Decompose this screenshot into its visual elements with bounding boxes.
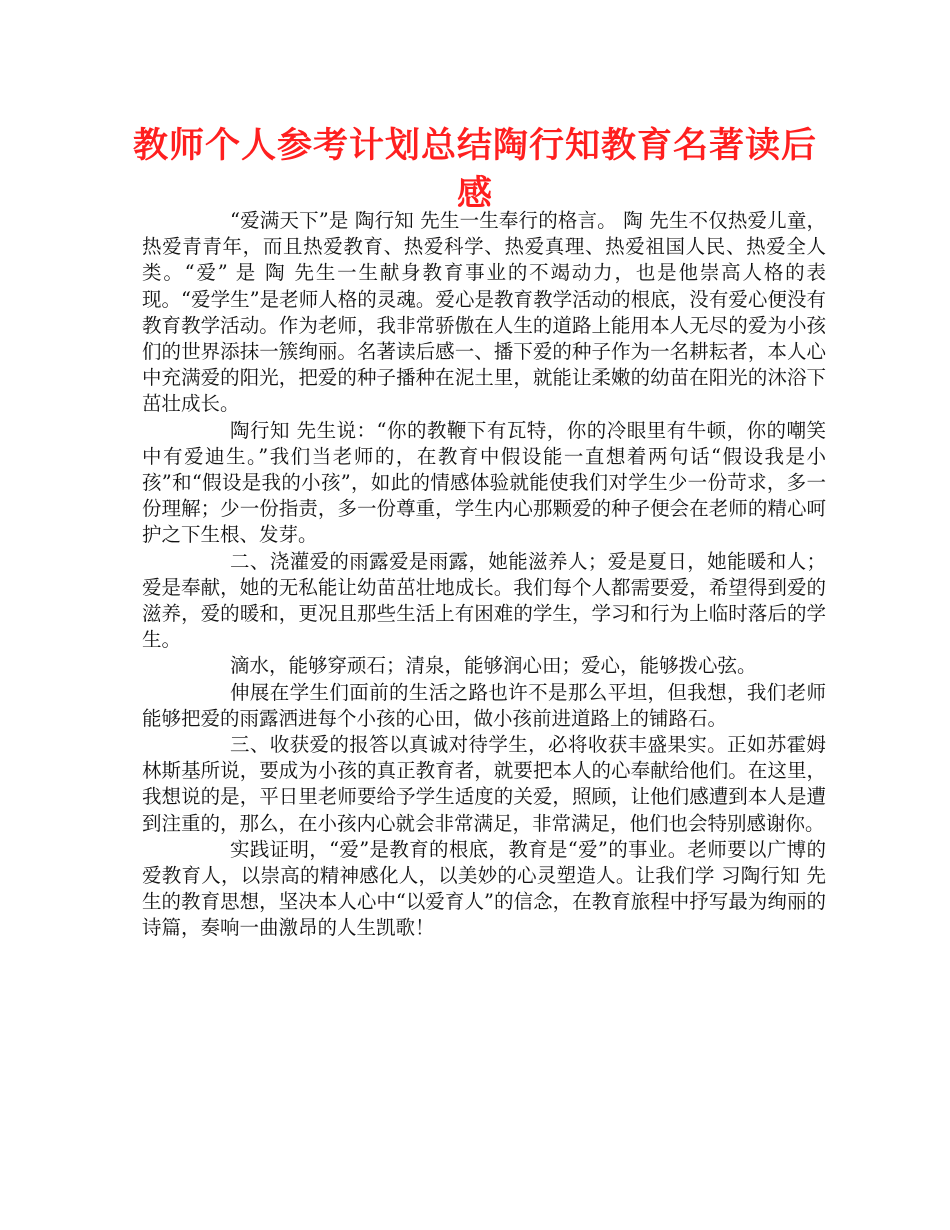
document-title: 教师个人参考计划总结陶行知教育名著读后感 bbox=[132, 126, 817, 214]
paragraph-6: 三、收获爱的报答以真诚对待学生，必将收获丰盛果实。正如苏霍姆林斯基所说，要成为小孩的真正教育者，就要把本人的心奉献给他们。在这里，我想说的是，平日里老师要给予学生适度的关爱，照顾，让他们感遭到本人是遭到注重的，那么，在小孩内心就会非常满足，非常满足，他们也会特别感谢你。 bbox=[142, 733, 826, 835]
paragraph-3: 二、浇灌爱的雨露爱是雨露，她能滋养人；爱是夏日，她能暖和人；爱是奉献，她的无私能让幼苗茁壮地成长。我们每个人都需要爱，希望得到爱的滋养，爱的暖和，更况且那些生活上有困难的学生，学习和行为上临时落后的学生。 bbox=[142, 549, 826, 652]
paragraph-7: 实践证明，“爱”是教育的根底，教育是“爱”的事业。老师要以广博的爱教育人，以崇高的精神感化人，以美妙的心灵塑造人。让我们学 习陶行知 先生的教育思想，坚决本人心中“以爱育人”的信念，在教育旅程中抒写最为绚丽的诗篇，奏响一曲激昂的人生凯歌！ bbox=[142, 837, 826, 940]
paragraph-5: 伸展在学生们面前的生活之路也许不是那么平坦，但我想，我们老师能够把爱的雨露洒进每个小孩的心田，做小孩前进道路上的铺路石。 bbox=[142, 680, 826, 730]
paragraph-2: 陶行知 先生说：“你的教鞭下有瓦特，你的冷眼里有牛顿，你的嘲笑中有爱迪生。”我们当老师的，在教育中假设能一直想着两句话“假设我是小孩”和“假设是我的小孩”，如此的情感体验就能使我们对学生少一份苛求，多一份理解；少一份指责，多一份尊重，学生内心那颗爱的种子便会在老师的精心呵护之下生根、发芽。 bbox=[142, 418, 826, 547]
document-body bbox=[142, 208, 826, 942]
paragraph-4: 滴水，能够穿顽石；清泉，能够润心田；爱心，能够拨心弦。 bbox=[230, 654, 757, 678]
paragraph-1: “爱满天下”是 陶行知 先生一生奉行的格言。 陶 先生不仅热爱儿童，热爱青青年，而且热爱教育、热爱科学、热爱真理、热爱祖国人民、热爱全人类。“爱” 是 陶 先生一生献身教育事业的不竭动力，也是他崇高人格的表现。“爱学生”是老师人格的灵魂。爱心是教育教学活动的根底，没有爱心便没有教育教学活动。作为老师，我非常骄傲在人生的道路上能用本人无尽的爱为小孩们的世界添抹一簇绚丽。名著读后感一、播下爱的种子作为一名耕耘者，本人心中充满爱的阳光，把爱的种子播种在泥土里，就能让柔嫩的幼苗在阳光的沐浴下茁壮成长。 bbox=[142, 209, 826, 416]
